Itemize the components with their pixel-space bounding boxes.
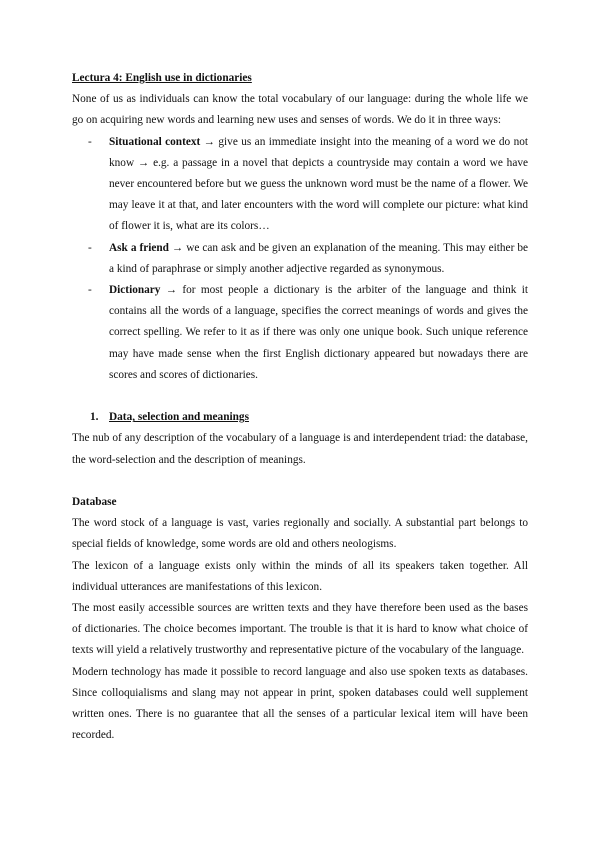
bullet-term: Ask a friend bbox=[109, 241, 169, 254]
bullet-text: → for most people a dictionary is the arbiter of the language and think it contains all the words of a language, specifies the correct meanings of words and gives the correct spelling. We refer to it as if there was only one unique book. Such unique reference may have made sense when the first English dictionary appeared but nowadays there are scores and scores of dictionaries. bbox=[109, 284, 528, 381]
section-heading bbox=[72, 407, 528, 428]
intro-paragraph: None of us as individuals can know the total vocabulary of our language: during the whole life we go on acquiring new words and learning new uses and senses of words. We do it in three ways: bbox=[72, 93, 528, 127]
section-paragraph: The nub of any description of the vocabulary of a language is and interdependent triad: the database, the word-selection and the description of meanings. bbox=[72, 432, 528, 466]
ways-list bbox=[72, 132, 528, 386]
section-number: 1. bbox=[90, 411, 99, 424]
database-paragraph-3: The most easily accessible sources are written texts and they have therefore been used as the bases of dictionaries. The choice becomes important. The trouble is that it is hard to know what choice of texts will yield a relatively trustworthy and representative picture of the vocabulary of the language. bbox=[72, 602, 528, 657]
spacer bbox=[72, 471, 528, 492]
database-paragraph-4: Modern technology has made it possible to record language and also use spoken texts as databases. Since colloquialisms and slang may not appear in print, spoken databases could well supplement written ones. There is no guarantee that all the senses of a particular lexical item will have been recorded. bbox=[72, 665, 528, 742]
bullet-dash: - bbox=[88, 241, 92, 254]
database-heading: Database bbox=[72, 496, 117, 509]
document-title: Lectura 4: English use in dictionaries bbox=[72, 72, 252, 84]
database-paragraph-1: The word stock of a language is vast, varies regionally and socially. A substantial part belongs to special fields of knowledge, some words are old and others neologisms. bbox=[72, 517, 528, 551]
bullet-term: Dictionary bbox=[109, 284, 161, 297]
spacer bbox=[72, 386, 528, 407]
database-paragraph-2: The lexicon of a language exists only within the minds of all its speakers taken together. All individual utterances are manifestations of this lexicon. bbox=[72, 559, 528, 593]
bullet-text: → give us an immediate insight into the meaning of a word we do not know → e.g. a passage in a novel that depicts a countryside may contain a word we have never encountered before but we guess the unknown word must be the name of a flower. We may leave it at that, and later encounters with the word will complete our picture: what kind of flower it is, what are its colors… bbox=[109, 135, 529, 233]
list-item-ask-a-friend bbox=[72, 238, 528, 280]
list-item-situational-context bbox=[72, 132, 528, 238]
document-page bbox=[72, 68, 528, 746]
bullet-dash: - bbox=[88, 135, 92, 148]
list-item-dictionary bbox=[72, 280, 528, 386]
section-title: Data, selection and meanings bbox=[109, 411, 249, 424]
bullet-text: → we can ask and be given an explanation of the meaning. This may either be a kind of paraphrase or simply another adjective regarded as synonymous. bbox=[109, 241, 528, 275]
bullet-dash: - bbox=[88, 284, 92, 297]
bullet-term: Situational context bbox=[109, 135, 201, 148]
